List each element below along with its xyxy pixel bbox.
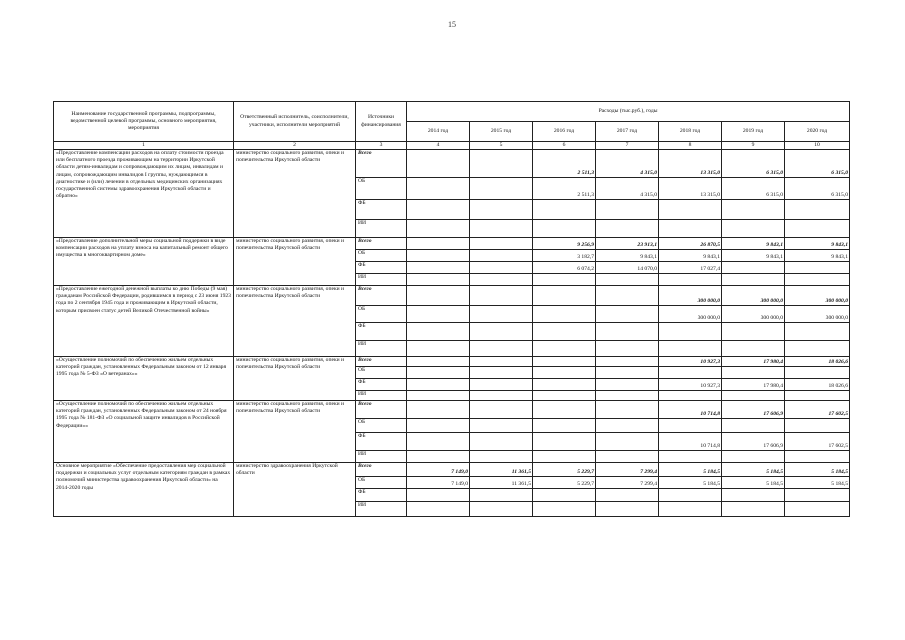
amount-cell xyxy=(785,391,850,401)
year-header: 2017 год xyxy=(596,122,659,142)
amount-cell: 10 714,8 xyxy=(659,401,722,419)
amount-cell: 3 182,7 xyxy=(533,250,596,262)
column-number-row xyxy=(54,142,850,150)
amount-cell: 5 184,5 xyxy=(659,477,722,489)
table-row xyxy=(54,150,850,178)
amount-cell: 9 843,1 xyxy=(785,238,850,250)
funding-source: Всего xyxy=(356,357,407,367)
funding-source: Всего xyxy=(356,238,407,250)
column-number: 7 xyxy=(596,142,659,150)
amount-cell xyxy=(722,489,785,502)
amount-cell xyxy=(659,489,722,502)
amount-cell xyxy=(596,357,659,367)
amount-cell xyxy=(470,367,533,379)
amount-cell xyxy=(533,274,596,286)
amount-cell xyxy=(407,502,470,517)
table-body xyxy=(54,150,850,517)
amount-cell: 9 843,1 xyxy=(596,250,659,262)
amount-cell: 7 299,4 xyxy=(596,477,659,489)
amount-cell: 5 229,7 xyxy=(533,463,596,477)
amount-cell xyxy=(596,306,659,323)
amount-cell xyxy=(785,220,850,238)
amount-cell xyxy=(533,489,596,502)
funding-source: ФБ xyxy=(356,489,407,502)
column-number: 8 xyxy=(659,142,722,150)
amount-cell xyxy=(596,451,659,463)
amount-cell: 4 315,0 xyxy=(596,178,659,200)
amount-cell xyxy=(407,489,470,502)
amount-cell xyxy=(722,200,785,220)
amount-cell: 7 149,0 xyxy=(407,463,470,477)
amount-cell: 4 315,0 xyxy=(596,150,659,178)
amount-cell xyxy=(407,150,470,178)
amount-cell xyxy=(722,367,785,379)
table-row xyxy=(54,463,850,477)
amount-cell xyxy=(533,286,596,306)
amount-cell: 11 361,5 xyxy=(470,477,533,489)
amount-cell xyxy=(659,367,722,379)
amount-cell xyxy=(470,341,533,357)
amount-cell xyxy=(533,502,596,517)
amount-cell xyxy=(722,262,785,274)
amount-cell: 17 980,4 xyxy=(722,379,785,391)
amount-cell: 7 299,4 xyxy=(596,463,659,477)
executor: министерство социального развития, опеки и попечительства Иркутской области xyxy=(234,357,356,401)
amount-cell xyxy=(470,401,533,419)
executor: министерство социального развития, опеки и попечительства Иркутской области xyxy=(234,401,356,463)
amount-cell xyxy=(407,341,470,357)
funding-source: ОБ xyxy=(356,419,407,433)
amount-cell xyxy=(470,306,533,323)
funding-source: ИИ xyxy=(356,220,407,238)
amount-cell xyxy=(596,286,659,306)
amount-cell: 5 184,5 xyxy=(722,477,785,489)
year-header: 2018 год xyxy=(659,122,722,142)
amount-cell xyxy=(722,274,785,286)
amount-cell xyxy=(722,220,785,238)
amount-cell xyxy=(470,238,533,250)
amount-cell: 17 606,9 xyxy=(722,401,785,419)
amount-cell: 300 000,0 xyxy=(722,306,785,323)
amount-cell: 13 315,0 xyxy=(659,150,722,178)
column-number: 10 xyxy=(785,142,850,150)
header-expenses: Расходы (тыс.руб.), годы xyxy=(407,102,850,122)
amount-cell: 26 870,5 xyxy=(659,238,722,250)
executor: министерство социального развития, опеки и попечительства Иркутской области xyxy=(234,238,356,286)
amount-cell: 10 927,3 xyxy=(659,357,722,367)
funding-source: ИИ xyxy=(356,502,407,517)
amount-cell xyxy=(470,433,533,451)
funding-source: ОБ xyxy=(356,367,407,379)
amount-cell xyxy=(533,401,596,419)
amount-cell xyxy=(596,220,659,238)
amount-cell xyxy=(407,286,470,306)
amount-cell: 9 843,1 xyxy=(722,250,785,262)
amount-cell xyxy=(407,367,470,379)
amount-cell: 2 511,3 xyxy=(533,150,596,178)
amount-cell xyxy=(596,433,659,451)
amount-cell xyxy=(722,323,785,341)
funding-source: ОБ xyxy=(356,178,407,200)
amount-cell xyxy=(785,419,850,433)
funding-source: ФБ xyxy=(356,379,407,391)
amount-cell xyxy=(407,262,470,274)
amount-cell: 10 714,8 xyxy=(659,433,722,451)
amount-cell xyxy=(533,341,596,357)
amount-cell: 6 074,2 xyxy=(533,262,596,274)
executor: министерство социального развития, опеки и попечительства Иркутской области xyxy=(234,286,356,357)
amount-cell xyxy=(659,341,722,357)
header-source: Источники финансирования xyxy=(356,102,407,142)
amount-cell xyxy=(470,391,533,401)
amount-cell xyxy=(785,262,850,274)
funding-source: ФБ xyxy=(356,323,407,341)
amount-cell xyxy=(659,220,722,238)
amount-cell xyxy=(407,178,470,200)
funding-source: Всего xyxy=(356,150,407,178)
amount-cell xyxy=(533,357,596,367)
amount-cell xyxy=(785,489,850,502)
amount-cell: 9 843,1 xyxy=(659,250,722,262)
amount-cell xyxy=(596,274,659,286)
table-row xyxy=(54,286,850,306)
amount-cell xyxy=(596,323,659,341)
amount-cell: 13 315,0 xyxy=(659,178,722,200)
amount-cell xyxy=(533,379,596,391)
amount-cell: 300 000,0 xyxy=(722,286,785,306)
page-number: 15 xyxy=(448,20,456,29)
amount-cell xyxy=(659,274,722,286)
funding-source: ОБ xyxy=(356,306,407,323)
amount-cell xyxy=(596,419,659,433)
measure-name: Основное мероприятие «Обеспечение предоставления мер социальной поддержки и социальных услуг отдельным категориям граждан в рамках полномочий министерства здравоохранения Иркутской области» на 2014-2020 годы xyxy=(54,463,234,517)
amount-cell xyxy=(407,238,470,250)
amount-cell: 6 315,0 xyxy=(722,178,785,200)
amount-cell: 17 602,5 xyxy=(785,401,850,419)
amount-cell xyxy=(596,367,659,379)
amount-cell xyxy=(533,306,596,323)
amount-cell xyxy=(407,401,470,419)
executor: министерство здравоохранения Иркутской области xyxy=(234,463,356,517)
financing-table xyxy=(53,101,850,517)
funding-source: ИИ xyxy=(356,451,407,463)
amount-cell xyxy=(533,323,596,341)
table-row xyxy=(54,238,850,250)
amount-cell xyxy=(470,451,533,463)
amount-cell: 14 070,0 xyxy=(596,262,659,274)
year-header: 2015 год xyxy=(470,122,533,142)
measure-name: «Осуществление полномочий по обеспечению жильем отдельных категорий граждан, установленных Федеральным законом от 12 января 1995 года № 5-ФЗ «О ветеранах»» xyxy=(54,357,234,401)
amount-cell xyxy=(659,200,722,220)
amount-cell: 2 511,3 xyxy=(533,178,596,200)
amount-cell: 9 843,1 xyxy=(722,238,785,250)
amount-cell xyxy=(785,341,850,357)
amount-cell xyxy=(596,401,659,419)
amount-cell xyxy=(470,286,533,306)
amount-cell xyxy=(533,220,596,238)
measure-name: «Осуществление полномочий по обеспечению жильем отдельных категорий граждан, установленных Федеральным законом от 24 ноября 1995 года № 181-ФЗ «О социальной защите инвалидов в Российской Федерации»» xyxy=(54,401,234,463)
amount-cell: 9 256,9 xyxy=(533,238,596,250)
amount-cell xyxy=(596,379,659,391)
amount-cell xyxy=(407,200,470,220)
amount-cell xyxy=(659,502,722,517)
funding-source: ОБ xyxy=(356,477,407,489)
amount-cell xyxy=(533,451,596,463)
amount-cell: 300 000,0 xyxy=(785,306,850,323)
funding-source: ИИ xyxy=(356,341,407,357)
amount-cell xyxy=(596,200,659,220)
measure-name: «Предоставление дополнительной меры социальной поддержки в виде компенсации расходов на уплату взноса на капитальный ремонт общего имущества в многоквартирном доме» xyxy=(54,238,234,286)
amount-cell: 5 184,5 xyxy=(722,463,785,477)
amount-cell: 18 026,6 xyxy=(785,379,850,391)
amount-cell: 6 315,0 xyxy=(785,178,850,200)
amount-cell xyxy=(722,419,785,433)
amount-cell: 5 229,7 xyxy=(533,477,596,489)
amount-cell xyxy=(407,379,470,391)
funding-source: ФБ xyxy=(356,433,407,451)
table-row xyxy=(54,357,850,367)
column-number: 9 xyxy=(722,142,785,150)
amount-cell: 5 184,5 xyxy=(785,463,850,477)
amount-cell xyxy=(785,451,850,463)
amount-cell xyxy=(407,306,470,323)
column-number: 5 xyxy=(470,142,533,150)
amount-cell: 23 913,1 xyxy=(596,238,659,250)
amount-cell: 300 000,0 xyxy=(785,286,850,306)
amount-cell xyxy=(659,451,722,463)
amount-cell xyxy=(722,391,785,401)
amount-cell xyxy=(470,250,533,262)
amount-cell xyxy=(722,341,785,357)
measure-name: «Предоставление компенсации расходов на оплату стоимости проезда или бесплатного проезда проживающим на территории Иркутской области детям-инвалидам и сопровождающим их лицам, инвалидам и лицам, сопровождающим инвалидов I группы, нуждающимся в диагностике и (или) лечении в отдельных медицинских организациях государственной системы здравоохранения Иркутской области и обратно» xyxy=(54,150,234,238)
amount-cell xyxy=(722,502,785,517)
column-number: 6 xyxy=(533,142,596,150)
funding-source: ИИ xyxy=(356,274,407,286)
amount-cell xyxy=(470,274,533,286)
column-number: 3 xyxy=(356,142,407,150)
amount-cell: 5 184,5 xyxy=(785,477,850,489)
amount-cell xyxy=(533,433,596,451)
amount-cell xyxy=(785,323,850,341)
amount-cell: 6 315,0 xyxy=(722,150,785,178)
amount-cell xyxy=(659,419,722,433)
amount-cell xyxy=(470,379,533,391)
amount-cell xyxy=(407,357,470,367)
amount-cell: 9 843,1 xyxy=(785,250,850,262)
amount-cell xyxy=(407,433,470,451)
funding-source: ФБ xyxy=(356,262,407,274)
amount-cell xyxy=(785,200,850,220)
amount-cell: 17 980,4 xyxy=(722,357,785,367)
funding-source: Всего xyxy=(356,401,407,419)
column-number: 4 xyxy=(407,142,470,150)
amount-cell xyxy=(596,489,659,502)
amount-cell xyxy=(407,250,470,262)
amount-cell xyxy=(470,357,533,367)
amount-cell: 300 000,0 xyxy=(659,306,722,323)
amount-cell xyxy=(470,323,533,341)
amount-cell xyxy=(533,419,596,433)
funding-source: ОБ xyxy=(356,250,407,262)
amount-cell xyxy=(470,419,533,433)
amount-cell xyxy=(470,262,533,274)
amount-cell xyxy=(407,220,470,238)
executor: министерство социального развития, опеки и попечительства Иркутской области xyxy=(234,150,356,238)
amount-cell xyxy=(470,178,533,200)
measure-name: «Предоставление ежегодной денежной выплаты ко дню Победы (9 мая) гражданам Российской Федерации, родившимся в период с 23 июня 1923 года по 2 сентября 1945 года и проживающим в Иркутской области, которым присвоен статус детей Великой Отечественной войны» xyxy=(54,286,234,357)
amount-cell xyxy=(470,502,533,517)
amount-cell xyxy=(407,274,470,286)
amount-cell xyxy=(533,367,596,379)
column-number: 2 xyxy=(234,142,356,150)
amount-cell xyxy=(596,341,659,357)
amount-cell xyxy=(659,391,722,401)
amount-cell xyxy=(407,391,470,401)
amount-cell: 300 000,0 xyxy=(659,286,722,306)
amount-cell: 7 149,0 xyxy=(407,477,470,489)
amount-cell xyxy=(470,220,533,238)
header-executor: Ответственный исполнитель, соисполнители, участники, исполнители мероприятий xyxy=(234,102,356,142)
funding-source: Всего xyxy=(356,286,407,306)
year-header: 2014 год xyxy=(407,122,470,142)
amount-cell: 17 602,5 xyxy=(785,433,850,451)
amount-cell: 5 184,5 xyxy=(659,463,722,477)
amount-cell xyxy=(470,150,533,178)
column-number: 1 xyxy=(54,142,234,150)
amount-cell xyxy=(596,391,659,401)
amount-cell xyxy=(722,451,785,463)
amount-cell xyxy=(407,419,470,433)
header-name: Наименование государственной программы, подпрограммы, ведомственной целевой программы, основного мероприятия, мероприятия xyxy=(54,102,234,142)
amount-cell: 6 315,0 xyxy=(785,150,850,178)
amount-cell xyxy=(533,200,596,220)
amount-cell: 17 606,9 xyxy=(722,433,785,451)
amount-cell xyxy=(596,502,659,517)
amount-cell xyxy=(785,367,850,379)
amount-cell xyxy=(785,274,850,286)
year-header: 2020 год xyxy=(785,122,850,142)
amount-cell xyxy=(470,489,533,502)
year-header: 2019 год xyxy=(722,122,785,142)
amount-cell: 10 927,3 xyxy=(659,379,722,391)
amount-cell xyxy=(533,391,596,401)
amount-cell xyxy=(407,451,470,463)
amount-cell xyxy=(659,323,722,341)
funding-source: Всего xyxy=(356,463,407,477)
amount-cell: 11 361,5 xyxy=(470,463,533,477)
funding-source: ФБ xyxy=(356,200,407,220)
amount-cell xyxy=(785,502,850,517)
amount-cell: 17 027,4 xyxy=(659,262,722,274)
table-row xyxy=(54,401,850,419)
amount-cell xyxy=(407,323,470,341)
year-header: 2016 год xyxy=(533,122,596,142)
amount-cell xyxy=(470,200,533,220)
funding-source: ИИ xyxy=(356,391,407,401)
amount-cell: 18 026,6 xyxy=(785,357,850,367)
